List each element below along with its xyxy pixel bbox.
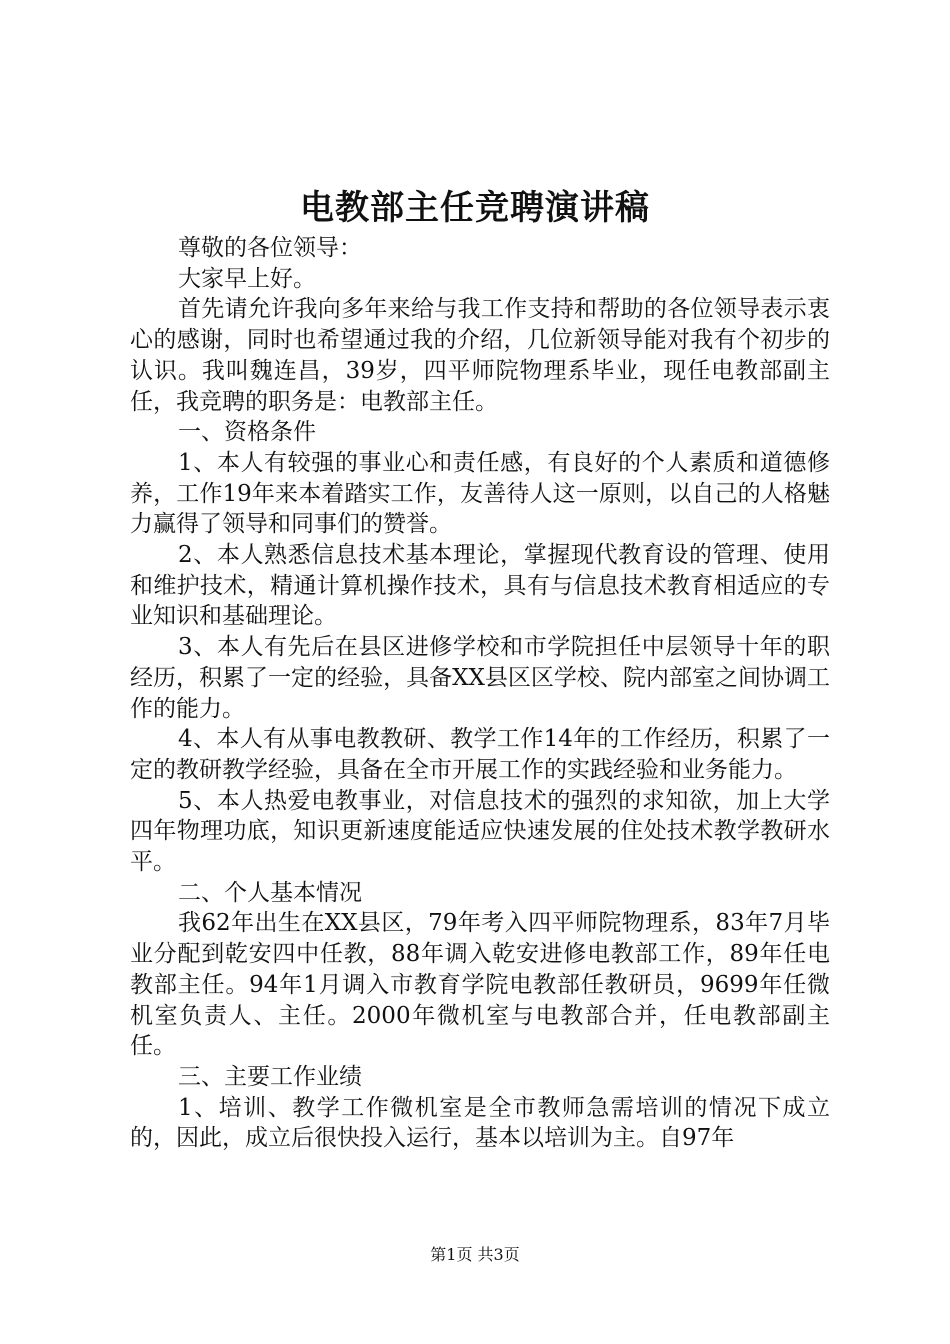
intro-paragraph: 首先请允许我向多年来给与我工作支持和帮助的各位领导表示衷心的感谢，同时也希望通过我的介绍，几位新领导能对我有个初步的认识。我叫魏连昌，39岁，四平师院物理系毕业，现任电教部副主任，我竞聘的职务是：电教部主任。	[130, 296, 830, 415]
qualification-item-4: 4、本人有从事电教教研、教学工作14年的工作经历，积累了一定的教研教学经验，具备在全市开展工作的实践经验和业务能力。	[130, 726, 830, 783]
document-title: 电教部主任竞聘演讲稿	[300, 188, 650, 228]
qualification-item-1: 1、本人有较强的事业心和责任感，有良好的个人素质和道德修养，工作19年来本着踏实工作，友善待人这一原则，以自己的人格魅力赢得了领导和同事们的赞誉。	[130, 449, 830, 538]
section-heading-qualifications: 一、资格条件	[178, 419, 316, 446]
qualification-item-3: 3、本人有先后在县区进修学校和市学院担任中层领导十年的职经历，积累了一定的经验，具备XX县区区学校、院内部室之间协调工作的能力。	[130, 634, 830, 722]
salutation: 尊敬的各位领导：	[178, 235, 362, 261]
greeting: 大家早上好。	[178, 265, 316, 292]
section-heading-personal-info: 二、个人基本情况	[178, 879, 362, 906]
personal-info-paragraph: 我62年出生在XX县区，79年考入四平师院物理系，83年7月毕业分配到乾安四中任教，88年调入乾安进修电教部工作，89年任电教部主任。94年1月调入市教育学院电教部任教研员，9699年任微机室负责人、主任。2000年微机室与电教部合并，任电教部副主任。	[130, 910, 830, 1060]
page-number-footer: 第1页 共3页	[430, 1245, 520, 1264]
document-body	[130, 233, 830, 1154]
qualification-item-5: 5、本人热爱电教事业，对信息技术的强烈的求知欲，加上大学四年物理功底，知识更新速度能适应快速发展的住处技术教学教研水平。	[130, 787, 830, 876]
achievement-item-1: 1、培训、教学工作微机室是全市教师急需培训的情况下成立的，因此，成立后很快投入运行，基本以培训为主。自97年	[130, 1094, 830, 1152]
qualification-item-2: 2、本人熟悉信息技术基本理论，掌握现代教育设的管理、使用和维护技术，精通计算机操作技术，具有与信息技术教育相适应的专业知识和基础理论。	[130, 542, 830, 630]
section-heading-achievements: 三、主要工作业绩	[178, 1063, 362, 1090]
